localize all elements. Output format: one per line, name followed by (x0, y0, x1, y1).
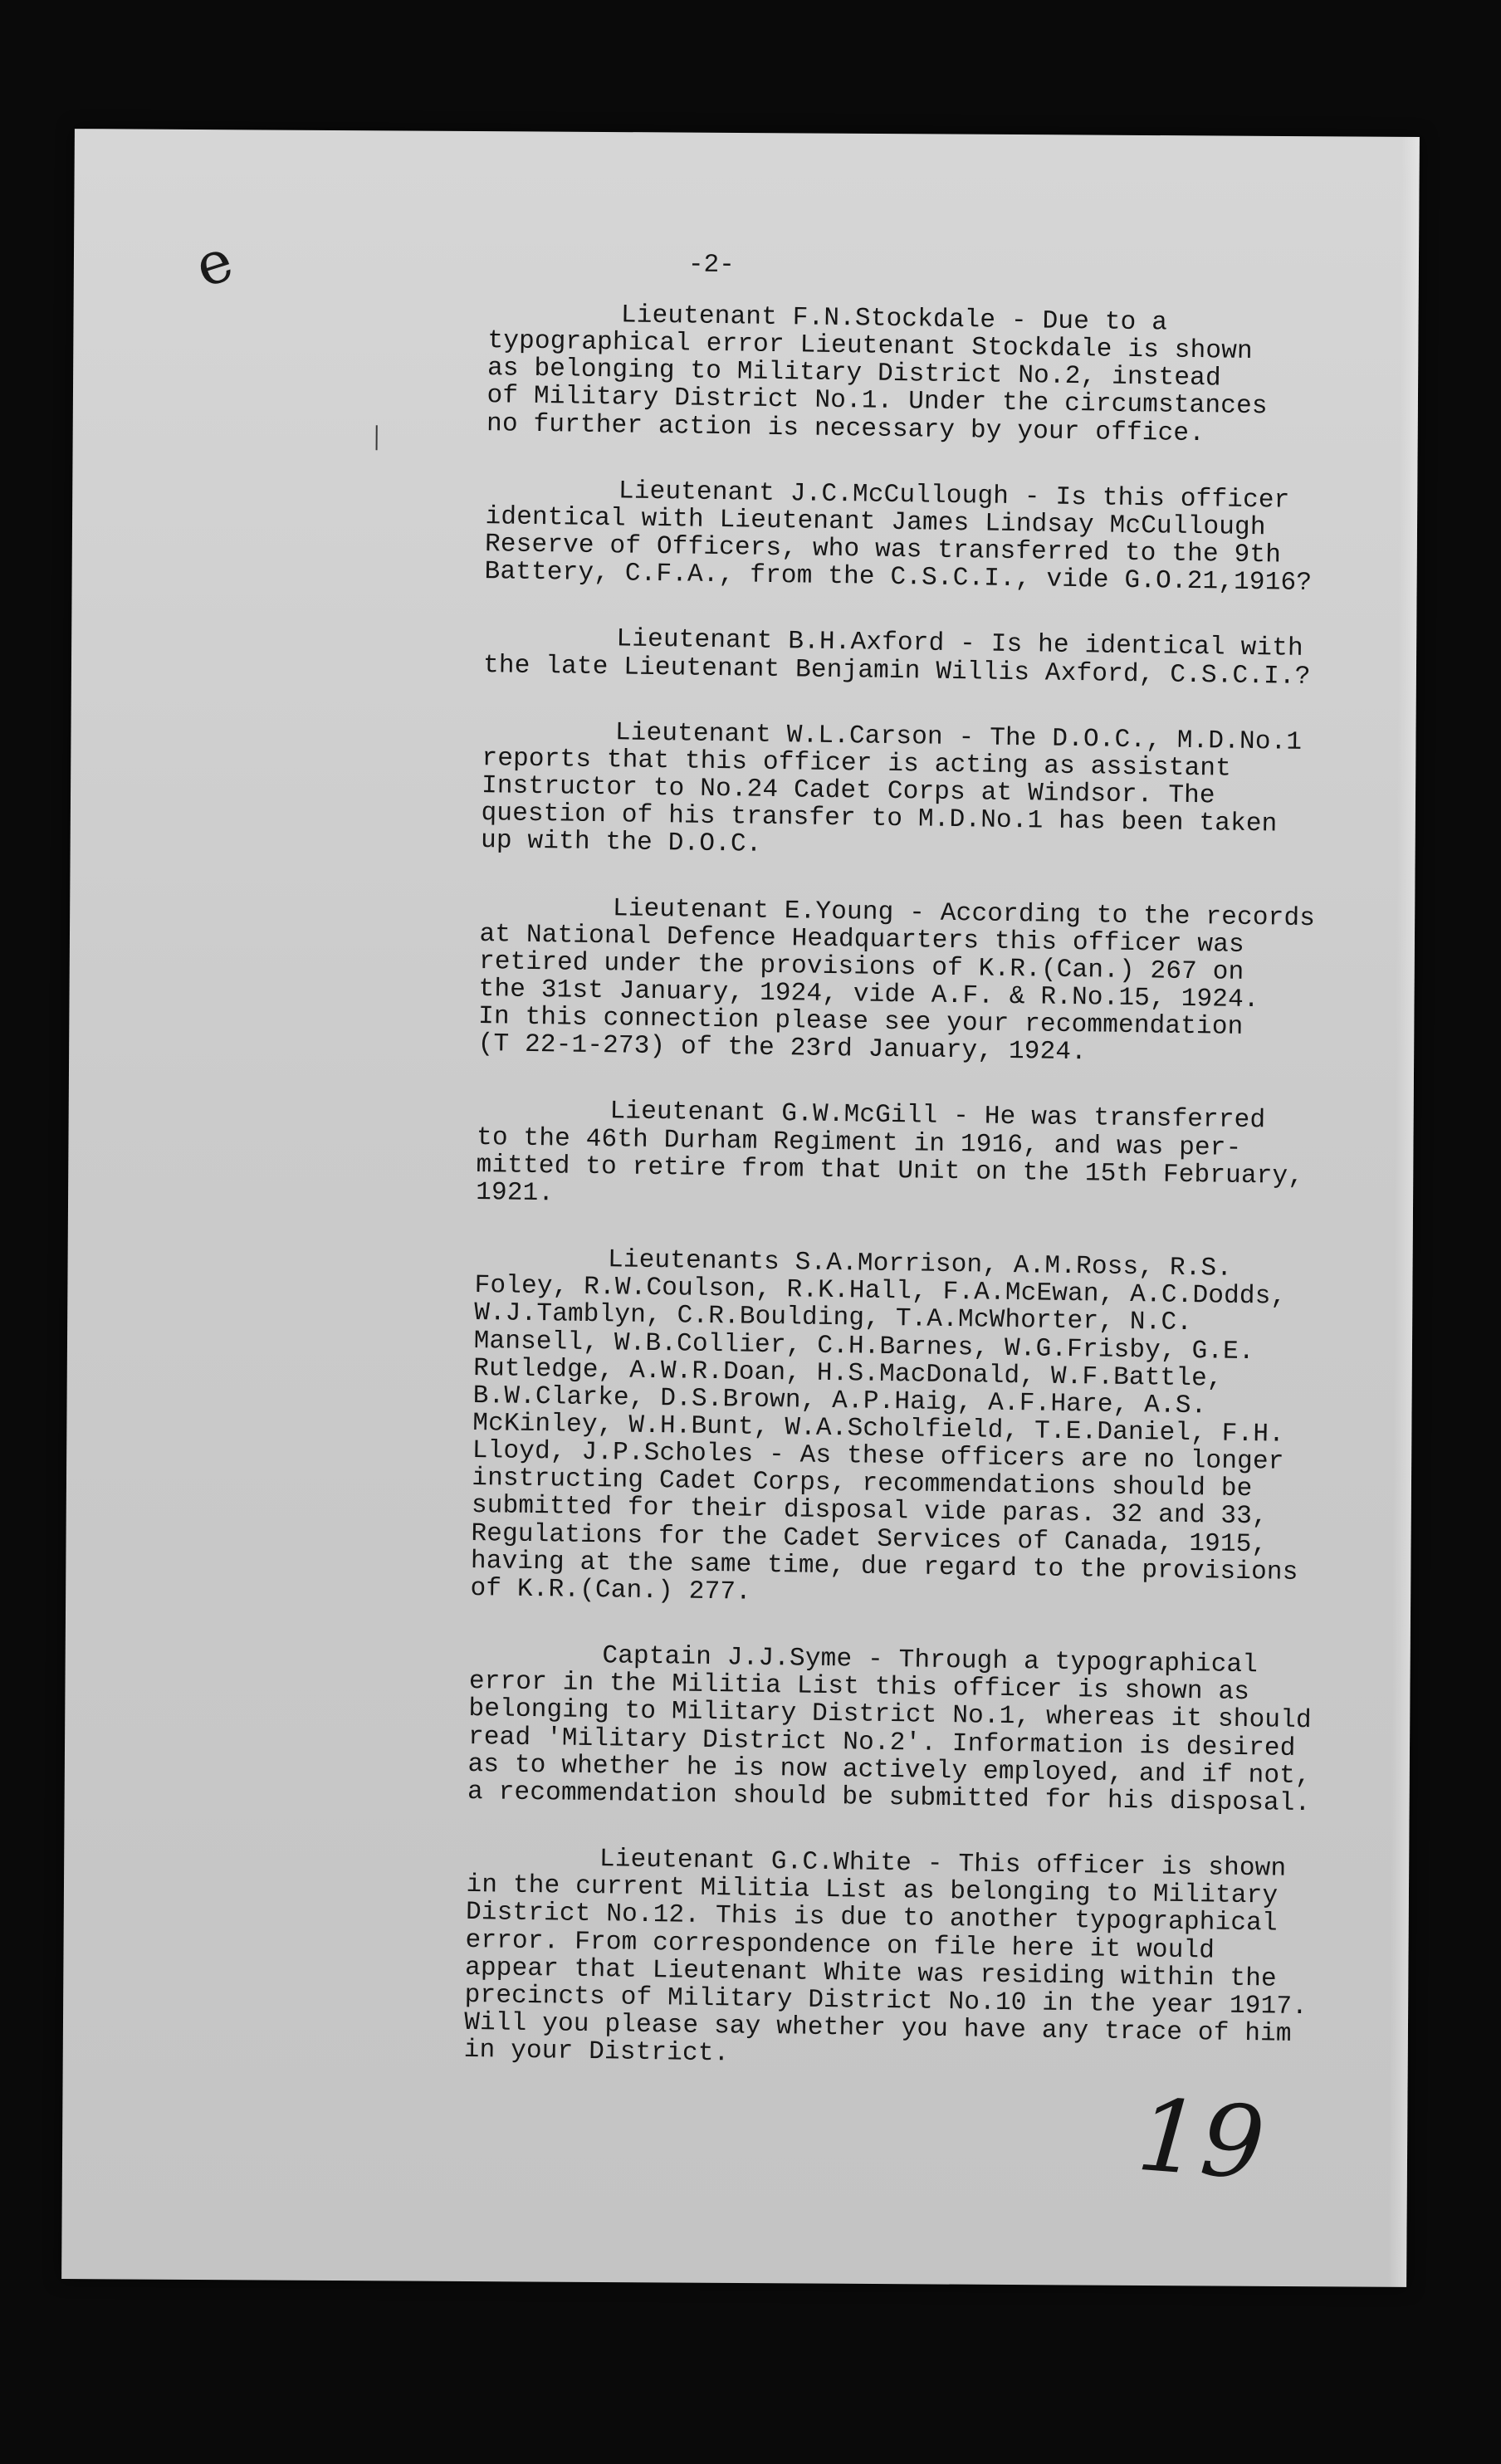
paragraph-young: Lieutenant E.Young - According to the records at National Defence Headquarters this officer was retired under the provisions of K.R.(Can.) 267 on the 31st January, 1924, vide A.F. & R.No.15, 1924. In this connection please see your recommendation (T 22-1-273) of the 23rd January, 1924. (477, 893, 1316, 1068)
paragraph-syme: Captain J.J.Syme - Through a typographical error in the Militia List this officer is shown as belonging to Military District No.1, whereas it should read 'Military District No.2'. Information is desired as to whether he is now actively employed, and if not, a recommendation should be submitted for his disposal. (467, 1641, 1313, 1818)
paragraph-mcgill: Lieutenant G.W.McGill - He was transferred to the 46th Durham Regiment in 1916, and was per- mitted to retire from that Unit on the 15th February, 1921. (475, 1097, 1304, 1209)
paragraph-stockdale: Lieutenant F.N.Stockdale - Due to a typographical error Lieutenant Stockdale is shown as belonging to Military District No.2, instead of Military District No.1. Under the circumstances no further action is necessary by your office. (486, 301, 1268, 448)
handwritten-margin-mark: e (187, 225, 241, 301)
handwritten-folio-number: 19 (1133, 2077, 1269, 2202)
paragraph-lieutenants-list: Lieutenants S.A.Morrison, A.M.Ross, R.S. Foley, R.W.Coulson, R.K.Hall, F.A.McEwan, A.C.Dodds, W.J.Tamblyn, C.R.Boulding, T.A.McWhorter, N.C. Mansell, W.B.Collier, C.H.Barnes, W.G.Frisby, G.E. Rutledge, A.W.R.Doan, H.S.MacDonald, W.F.Battle, B.W.Clarke, D.S.Brown, A.P.Haig, A.F.Hare, A.S. McKinley, W.H.Bunt, W.A.Scholfield, T.E.Daniel, F.H. Lloyd, J.P.Scholes - As these officers are no longer instructing Cadet Corps, recommendations should be submitted for their disposal vide paras. 32 and 33, Regulations for the Cadet Services of Canada, 1915, having at the same time, due regard to the provisions of K.R.(Can.) 277. (470, 1245, 1298, 1607)
paragraph-mccullough: Lieutenant J.C.McCullough - Is this officer identical with Lieutenant James Lindsay McCullough Reserve of Officers, who was transferred to the 9th Battery, C.F.A., from the C.S.C.I., vide G.O.21,1916? (484, 477, 1313, 599)
page-number: -2- (687, 250, 735, 280)
paragraph-white: Lieutenant G.C.White - This officer is shown in the current Militia List as belonging to Military District No.12. This is due to another typographical error. From correspondence on file here it would appear that Lieutenant White was residing within the precincts of Military District No.10 in the year 1917. Will you please say whether you have any trace of him in your District. (463, 1845, 1308, 2069)
letter-body (463, 252, 1377, 2114)
paragraph-axford: Lieutenant B.H.Axford - Is he identical with the late Lieutenant Benjamin Willis Axford, C.S.C.I.? (482, 624, 1311, 692)
margin-tick (376, 425, 378, 450)
paragraph-carson: Lieutenant W.L.Carson - The D.O.C., M.D.No.1 reports that this officer is acting as assistant Instructor to No.24 Cadet Corps at Windsor. The question of his transfer to M.D.No.1 has been taken up with the D.O.C. (480, 718, 1303, 860)
document-page (61, 129, 1420, 2287)
